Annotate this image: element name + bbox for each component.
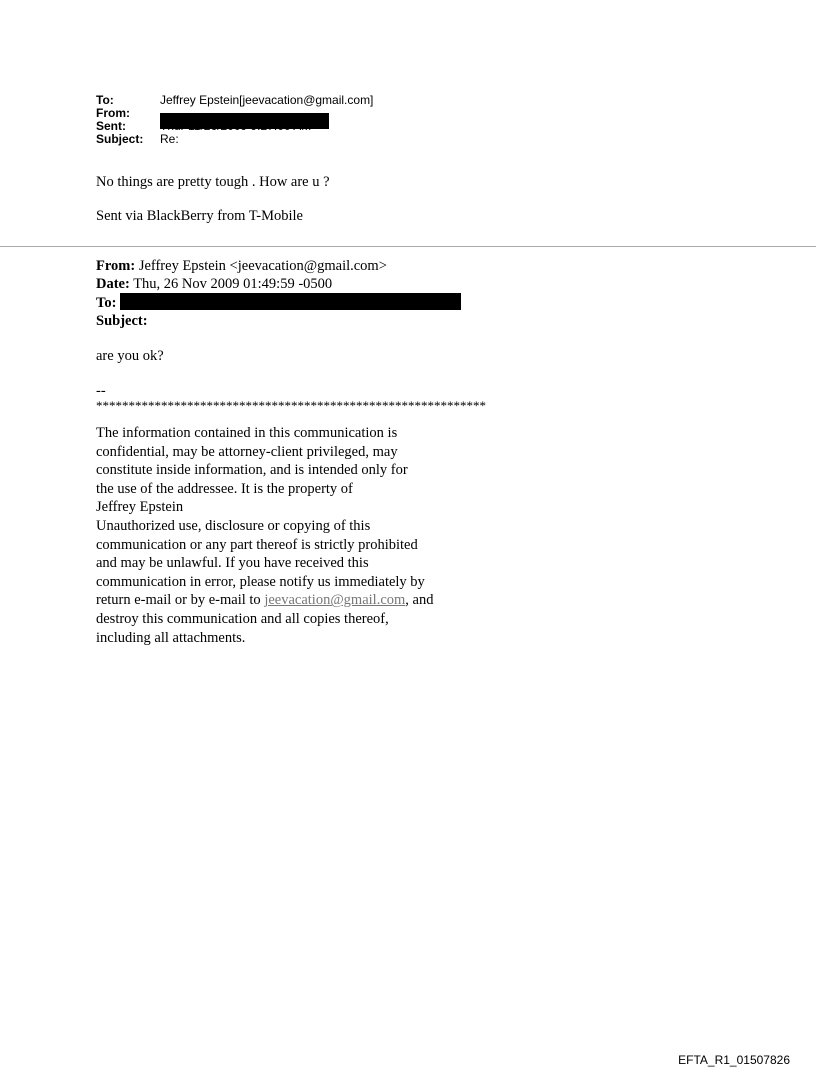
disclaimer-line: the use of the addressee. It is the property of bbox=[96, 480, 353, 497]
from-label: From: bbox=[96, 106, 130, 120]
disclaimer-line: including all attachments. bbox=[96, 629, 246, 646]
original-date-label: Date: bbox=[96, 276, 130, 292]
original-subject-row bbox=[96, 312, 486, 330]
disclaimer-line-pre: return e-mail or by e-mail to bbox=[96, 592, 265, 609]
original-to-row bbox=[96, 293, 486, 312]
subject-label: Subject: bbox=[96, 132, 144, 146]
subject-value: Re: bbox=[160, 132, 179, 146]
original-from-label: From: bbox=[96, 258, 136, 274]
redaction-bar-from bbox=[160, 113, 329, 129]
original-message bbox=[96, 257, 486, 412]
disclaimer-line-link bbox=[96, 591, 433, 610]
to-value: Jeffrey Epstein[jeevacation@gmail.com] bbox=[160, 93, 374, 107]
original-subject-label: Subject: bbox=[96, 313, 148, 329]
document-id: EFTA_R1_01507826 bbox=[678, 1053, 790, 1067]
original-from-row bbox=[96, 257, 486, 275]
disclaimer-line: The information contained in this communication is bbox=[96, 425, 398, 441]
original-to-label: To: bbox=[96, 295, 117, 311]
disclaimer-line: constitute inside information, and is intended only for bbox=[96, 462, 408, 479]
disclaimer-line: Jeffrey Epstein bbox=[96, 499, 184, 516]
signature-stars: ************************************************************ bbox=[96, 398, 486, 413]
reply-body: No things are pretty tough . How are u ? bbox=[96, 174, 330, 190]
disclaimer-line: communication in error, please notify us immediately by bbox=[96, 573, 425, 590]
disclaimer-line: communication or any part thereof is strictly prohibited bbox=[96, 536, 418, 553]
signature-dash: -- bbox=[96, 383, 106, 399]
disclaimer bbox=[96, 424, 433, 647]
disclaimer-line: and may be unlawful. If you have received this bbox=[96, 555, 369, 572]
disclaimer-line: confidential, may be attorney-client privileged, may bbox=[96, 443, 398, 460]
disclaimer-line: destroy this communication and all copies thereof, bbox=[96, 610, 389, 627]
original-body: are you ok? bbox=[96, 348, 164, 364]
original-date-row bbox=[96, 275, 486, 293]
reply-signature: Sent via BlackBerry from T-Mobile bbox=[96, 208, 303, 224]
disclaimer-line: Unauthorized use, disclosure or copying of this bbox=[96, 517, 371, 534]
disclaimer-line-post: , and bbox=[405, 592, 434, 609]
header-subject-row bbox=[96, 133, 373, 146]
to-label: To: bbox=[96, 93, 114, 107]
email-link[interactable]: jeevacation@gmail.com bbox=[264, 592, 406, 609]
sent-label: Sent: bbox=[96, 119, 126, 133]
header-to-row bbox=[96, 94, 373, 107]
redaction-bar-to bbox=[120, 293, 461, 310]
divider bbox=[0, 246, 816, 247]
original-from-value: Jeffrey Epstein <jeevacation@gmail.com> bbox=[138, 258, 387, 274]
original-date-value: Thu, 26 Nov 2009 01:49:59 -0500 bbox=[133, 276, 333, 292]
